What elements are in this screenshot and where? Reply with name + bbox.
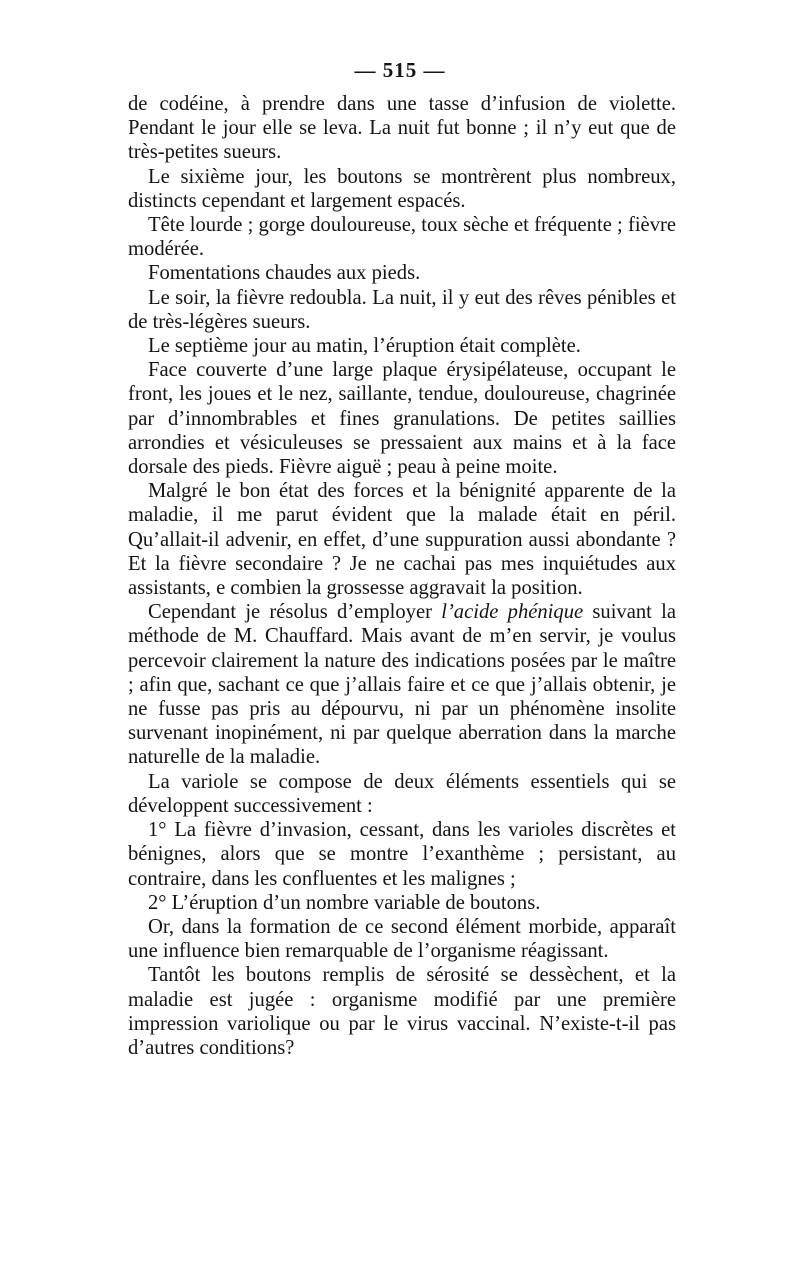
paragraph-11: 1° La fièvre d’invasion, cessant, dans les varioles discrètes et bénignes, alors que se montre l’exanthème ; persistant, au contraire, dans les confluentes et les malignes ; (128, 819, 676, 890)
paragraph-13: Or, dans la formation de ce second élément morbide, apparaît une influence bien remarquable de l’organisme réagissant. (128, 915, 676, 963)
paragraph-10: La variole se compose de deux éléments essentiels qui se développent successivement : (128, 770, 676, 817)
paragraph-3: Tête lourde ; gorge douloureuse, toux sèche et fréquente ; fièvre modérée. (128, 214, 676, 261)
paragraph-8: Malgré le bon état des forces et la bénignité apparente de la maladie, il me parut évident que la malade était en péril. Qu’allait-il advenir, en effet, d’une suppuration aussi abondante ? Et la fièvre secondaire ? Je ne cachai pas mes inquiétudes aux assistants, e combien la grossesse aggravait la position. (128, 480, 676, 600)
paragraph-7: Face couverte d’une large plaque érysipélateuse, occupant le front, les joues et le nez, saillante, tendue, douloureuse, chagrinée par d’innombrables et fines granulations. De petites saillies arrondies et vésiculeuses se pressaient aux mains et à la face dorsale des pieds. Fièvre aiguë ; peau à peine moite. (128, 359, 676, 479)
paragraph-1: de codéine, à prendre dans une tasse d’infusion de violette. Pendant le jour elle se leva. La nuit fut bonne ; il n’y eut que de très-petites sueurs. (128, 93, 676, 164)
paragraph-12: 2° L’éruption d’un nombre variable de boutons. (148, 891, 541, 914)
page-number: — 515 — (354, 58, 446, 82)
paragraph-4: Fomentations chaudes aux pieds. (148, 262, 421, 285)
paragraph-9: Cependant je résolus d’employer l’acide phénique suivant la méthode de M. Chauffard. Mais avant de m’en servir, je voulus percevoir clairement la nature des indications posées par le maître ; afin que, sachant ce que j’allais faire et ce que j’allais obtenir, je ne fusse pas pris au dépourvu, ni par un phénomène insolite survenant inopinément, ni par quelque aberration dans la marche naturelle de la maladie. (128, 601, 676, 769)
body-text (128, 92, 676, 1060)
paragraph-6: Le septième jour au matin, l’éruption était complète. (148, 335, 581, 358)
paragraph-14: Tantôt les boutons remplis de sérosité se dessèchent, et la maladie est jugée : organisme modifié par une première impression variolique ou par le virus vaccinal. N’existe-t-il pas d’autres conditions? (128, 964, 676, 1059)
paragraph-2: Le sixième jour, les boutons se montrèrent plus nombreux, distincts cependant et largement espacés. (128, 165, 676, 212)
paragraph-5: Le soir, la fièvre redoubla. La nuit, il y eut des rêves pénibles et de très-légères sueurs. (128, 286, 676, 333)
